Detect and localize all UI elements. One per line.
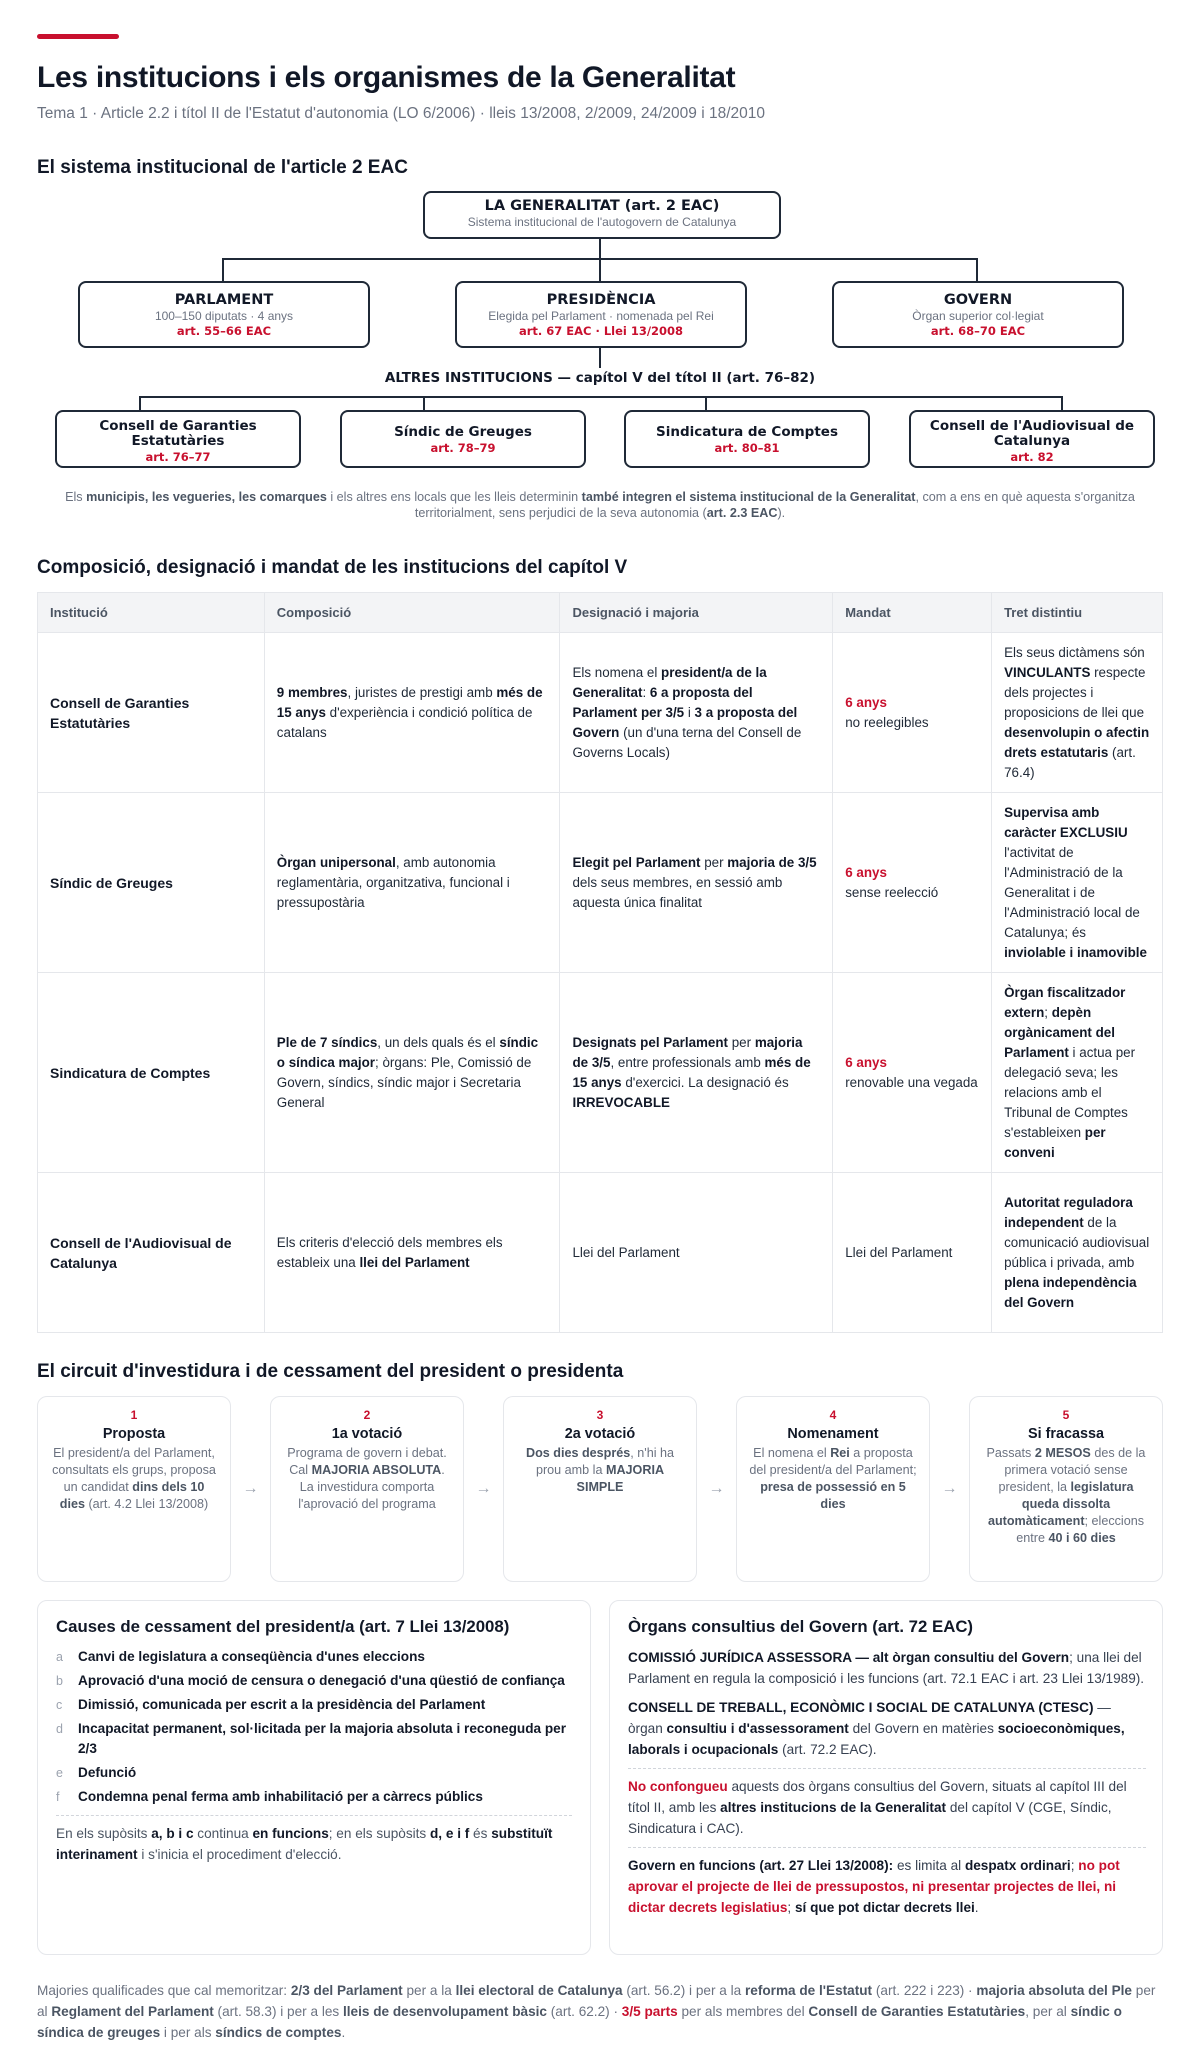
- mandate-cell: 6 anys renovable una vegada: [833, 973, 992, 1173]
- table-row: [38, 633, 1163, 793]
- org-box-title: PARLAMENT: [174, 292, 274, 308]
- org-box-sub: Elegida pel Parlament · nomenada pel Rei: [488, 309, 714, 323]
- institution-cell: Consell de Garanties Estatutàries: [38, 633, 265, 793]
- org-box-ref: art. 78–79: [430, 441, 496, 455]
- organs-title: Òrgans consultius del Govern (art. 72 EAC): [628, 1617, 974, 1636]
- step-number: 2: [363, 1408, 371, 1422]
- org-root-sub: Sistema institucional de l'autogovern de Catalunya: [467, 215, 737, 229]
- list-item: b Aprovació d'una moció de censura o denegació d'una qüestió de confiança: [56, 1673, 565, 1688]
- step-card: [969, 1396, 1163, 1582]
- org-box-ref: art. 68–70 EAC: [930, 324, 1026, 338]
- org-heading: El sistema institucional de l'article 2 EAC: [37, 157, 408, 178]
- org-box-govern: [832, 281, 1124, 348]
- step-number: 5: [1062, 1408, 1070, 1422]
- organs-card: [609, 1600, 1163, 1955]
- designation-cell: Llei del Parlament: [560, 1173, 833, 1333]
- step-number: 1: [130, 1408, 138, 1422]
- altres-institucions-label: ALTRES INSTITUCIONS — capítol V del títol II (art. 76–82): [384, 370, 816, 386]
- institution-cell: Sindicatura de Comptes: [38, 973, 265, 1173]
- investiture-steps: [37, 1396, 1163, 1582]
- divider: [628, 1768, 1146, 1769]
- column-header: Designació i majoria: [560, 593, 833, 633]
- arrow-right-icon: →: [242, 1480, 259, 1497]
- org-box-sindic: [340, 410, 586, 468]
- feature-cell: Òrgan fiscalitzador extern; depèn orgànicament del Parlament i actua per delegació seva; les relacions amb el Tribunal de Comptes s'estableixen per conveni: [992, 973, 1163, 1173]
- institution-cell: Síndic de Greuges: [38, 793, 265, 973]
- table-row: [38, 1173, 1163, 1333]
- org-box-ref: art. 55–66 EAC: [176, 324, 272, 338]
- org-box-presidencia: [455, 281, 747, 348]
- org-box-ref: art. 80–81: [714, 441, 780, 455]
- divider: [56, 1815, 572, 1816]
- org-box-title: Síndic de Greuges: [394, 424, 532, 440]
- step-number: 3: [596, 1408, 604, 1422]
- step-text: Passats 2 MESOS des de la primera votació sense president, la legislatura queda dissolta automàticament; eleccions entre 40 i 60 dies: [986, 1446, 1146, 1545]
- organs-paragraph: COMISSIÓ JURÍDICA ASSESSORA — alt òrgan consultiu del Govern; una llei del Parlament en regula la composició i les funcions (art. 72.1 EAC i art. 23 Llei 13/1989).: [628, 1650, 1145, 1686]
- column-header: Composició: [264, 593, 560, 633]
- mandate-cell: Llei del Parlament: [833, 1173, 992, 1333]
- bottom-cards: [37, 1600, 1163, 1955]
- step-title: Nomenament: [787, 1426, 879, 1442]
- steps-heading: El circuit d'investidura i de cessament del president o presidenta: [37, 1361, 624, 1382]
- list-item: c Dimissió, comunicada per escrit a la presidència del Parlament: [56, 1697, 486, 1712]
- composition-cell: Els criteris d'elecció dels membres els estableix una llei del Parlament: [264, 1173, 560, 1333]
- org-box-ref: art. 67 EAC · Llei 13/2008: [518, 324, 684, 338]
- designation-cell: Designats pel Parlament per majoria de 3/5, entre professionals amb més de 15 anys d'exercici. La designació és IRREVOCABLE: [560, 973, 833, 1173]
- org-box-title: Consell de Garanties Estatutàries: [99, 418, 257, 449]
- arrow-right-icon: →: [708, 1480, 725, 1497]
- causes-title: Causes de cessament del president/a (art. 7 Llei 13/2008): [56, 1617, 510, 1636]
- institution-cell: Consell de l'Audiovisual de Catalunya: [38, 1173, 265, 1333]
- step-title: 1a votació: [331, 1426, 403, 1442]
- list-item: e Defunció: [56, 1765, 137, 1780]
- arrow-right-icon: →: [475, 1480, 492, 1497]
- arrow-right-icon: →: [941, 1480, 958, 1497]
- table-heading: Composició, designació i mandat de les institucions del capítol V: [37, 557, 628, 578]
- feature-cell: Autoritat reguladora independent de la comunicació audiovisual pública i privada, amb plena independència del Govern: [992, 1173, 1163, 1333]
- causes-list: [56, 1647, 572, 1807]
- step-card: [736, 1396, 930, 1582]
- composition-cell: Ple de 7 síndics, un dels quals és el síndic o síndica major; òrgans: Ple, Comissió de Govern, síndics, síndic major i Secretaria General: [264, 973, 560, 1173]
- org-box-sub: 100–150 diputats · 4 anys: [154, 309, 294, 323]
- list-item: f Condemna penal ferma amb inhabilitació per a càrrecs públics: [56, 1789, 483, 1804]
- institutions-table: [37, 592, 1163, 1333]
- column-header: Institució: [38, 593, 265, 633]
- org-note: Els municipis, les vegueries, les comarques i els altres ens locals que les lleis determinin també integren el sistema institucional de la Generalitat, com a ens en què aquesta s'organitza territorialment, sens perjudici de la seva autonomia (art. 2.3 EAC).: [65, 490, 1135, 520]
- step-card: [270, 1396, 464, 1582]
- org-root-box: [423, 191, 781, 239]
- table-header-row: [38, 593, 1163, 633]
- footnote: Majories qualificades que cal memoritzar: 2/3 del Parlament per a la llei electoral de Catalunya (art. 56.2) i per a la reforma de l'Estatut (art. 222 i 223) · majoria absoluta del Ple per al Reglament del Parlament (art. 58.3) i per a les lleis de desenvolupament bàsic (art. 62.2) · 3/5 parts per als membres del Consell de Garanties Estatutàries, per al síndic o síndica de greuges i per als síndics de comptes.: [37, 1983, 1156, 2040]
- organs-govern-en-funcions: Govern en funcions (art. 27 Llei 13/2008): es limita al despatx ordinari; no pot aprovar el projecte de llei de pressupostos, ni presentar projectes de llei, ni dictar decrets legislatius; sí que pot dictar decrets llei.: [628, 1858, 1120, 1915]
- org-box-cge: [55, 410, 301, 468]
- organs-paragraph: CONSELL DE TREBALL, ECONÒMIC I SOCIAL DE CATALUNYA (CTESC) — òrgan consultiu i d'assessorament del Govern en matèries socioeconòmiques, laborals i ocupacionals (art. 72.2 EAC).: [628, 1700, 1125, 1757]
- org-box-title: PRESIDÈNCIA: [546, 292, 656, 308]
- org-chart: [37, 191, 1163, 531]
- organs-warning: No confongueu aquests dos òrgans consultius del Govern, situats al capítol III del títol II, amb les altres institucions de la Generalitat del capítol V (CGE, Síndic, Sindicatura i CAC).: [628, 1779, 1127, 1836]
- org-box-title: Consell de l'Audiovisual de Catalunya: [929, 418, 1135, 449]
- table-row: [38, 973, 1163, 1173]
- step-title: 2a votació: [564, 1426, 636, 1442]
- composition-cell: 9 membres, juristes de prestigi amb més de 15 anys d'experiència i condició política de catalans: [264, 633, 560, 793]
- designation-cell: Els nomena el president/a de la Generalitat: 6 a proposta del Parlament per 3/5 i 3 a proposta del Govern (un d'una terna del Consell de Governs Locals): [560, 633, 833, 793]
- composition-cell: Òrgan unipersonal, amb autonomia reglamentària, organitzativa, funcional i pressupostària: [264, 793, 560, 973]
- mandate-cell: 6 anys no reelegibles: [833, 633, 992, 793]
- org-box-parlament: [78, 281, 370, 348]
- causes-note: En els supòsits a, b i c continua en funcions; en els supòsits d, e i f és substituït interinament i s'inicia el procediment d'elecció.: [56, 1826, 553, 1862]
- column-header: Mandat: [833, 593, 992, 633]
- page-subtitle: Tema 1 · Article 2.2 i títol II de l'Estatut d'autonomia (LO 6/2006) · lleis 13/2008, 2/2009, 24/2009 i 18/2010: [37, 105, 765, 122]
- org-box-sindicatura: [624, 410, 870, 468]
- org-box-cac: [909, 410, 1155, 468]
- org-box-ref: art. 82: [1010, 450, 1054, 464]
- step-text: El president/a del Parlament, consultats els grups, proposa un candidat dins dels 10 dies (art. 4.2 Llei 13/2008): [52, 1446, 216, 1511]
- step-text: Dos dies després, n'hi ha prou amb la MAJORIA SIMPLE: [525, 1446, 674, 1494]
- org-box-title: Sindicatura de Comptes: [656, 424, 838, 440]
- divider: [628, 1847, 1146, 1848]
- designation-cell: Elegit pel Parlament per majoria de 3/5 dels seus membres, en sessió amb aquesta única finalitat: [560, 793, 833, 973]
- org-root-title: LA GENERALITAT (art. 2 EAC): [484, 198, 720, 214]
- list-item: d Incapacitat permanent, sol·licitada per la majoria absoluta i reconeguda per 2/3: [56, 1721, 567, 1756]
- step-title: Si fracassa: [1027, 1426, 1104, 1442]
- step-card: [503, 1396, 697, 1582]
- org-box-title: GOVERN: [943, 292, 1013, 308]
- feature-cell: Supervisa amb caràcter EXCLUSIU l'activitat de l'Administració de la Generalitat i de l'Administració local de Catalunya; és inviolable i inamovible: [992, 793, 1163, 973]
- list-item: a Canvi de legislatura a conseqüència d'unes eleccions: [56, 1649, 425, 1664]
- step-text: Programa de govern i debat. Cal MAJORIA ABSOLUTA. La investidura comporta l'aprovació del programa: [287, 1446, 447, 1511]
- step-card: [37, 1396, 231, 1582]
- step-title: Proposta: [102, 1426, 166, 1442]
- step-number: 4: [829, 1408, 837, 1422]
- accent-bar: [37, 34, 119, 39]
- org-box-sub: Òrgan superior col·legiat: [912, 309, 1044, 323]
- page-title: Les institucions i els organismes de la Generalitat: [37, 61, 736, 94]
- column-header: Tret distintiu: [992, 593, 1163, 633]
- table-row: [38, 793, 1163, 973]
- mandate-cell: 6 anys sense reelecció: [833, 793, 992, 973]
- feature-cell: Els seus dictàmens són VINCULANTS respecte dels projectes i proposicions de llei que desenvolupin o afectin drets estatutaris (art. 76.4): [992, 633, 1163, 793]
- step-text: El nomena el Rei a proposta del president/a del Parlament; presa de possessió en 5 dies: [749, 1446, 917, 1511]
- causes-card: [37, 1600, 591, 1955]
- org-box-ref: art. 76–77: [145, 450, 211, 464]
